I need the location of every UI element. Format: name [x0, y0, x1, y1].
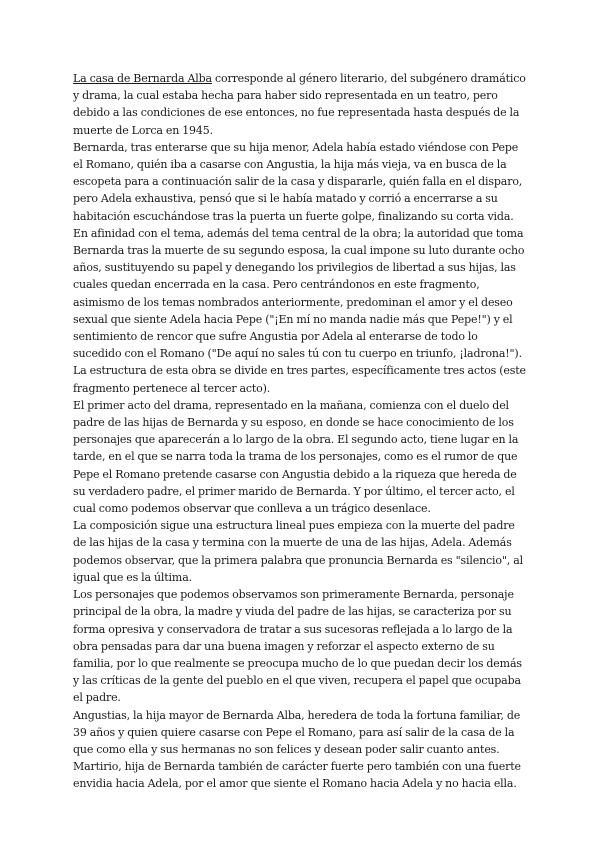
- paragraph-acts: El primer acto del drama, representado en la mañana, comienza con el duelo del padre de las hijas de Bernarda y su esposo, en donde se hace conocimiento de los personajes que aparecerán a lo largo de la obra. El segundo acto, tiene lugar en la tarde, en el que se narra toda la trama de los personajes, como es el rumor de que Pepe el Romano pretende casarse con Angustia debido a la riqueza que hereda de su verdadero padre, el primer marido de Bernarda. Y por último, el tercer acto, el cual como podemos observar que conlleva a un trágico desenlace.: [73, 398, 519, 516]
- paragraph-composition: La composición sigue una estructura lineal pues empieza con la muerte del padre de las hijas de la casa y termina con la muerte de una de las hijas, Adela. Además podemos observar, que la primera palabra que pronuncia Bernarda es "silencio", al igual que es la última.: [73, 519, 523, 584]
- paragraph-intro: [73, 70, 527, 139]
- paragraph-characters-angustias: Angustias, la hija mayor de Bernarda Alba, heredera de toda la fortuna familiar, de 39 años y quien quiere casarse con Pepe el Romano, para así salir de la casa de la que como ella y sus hermanas no son felices y desean poder salir cuanto antes.: [73, 708, 521, 756]
- document-body: [73, 70, 527, 793]
- paragraph-characters-martirio: Martirio, hija de Bernarda también de carácter fuerte pero también con una fuerte envidia hacia Adela, por el amor que siente el Romano hacia Adela y no hacia ella.: [73, 760, 521, 791]
- paragraph-themes: En afinidad con el tema, además del tema central de la obra; la autoridad que toma Bernarda tras la muerte de su segundo esposa, la cual impone su luto durante ocho años, sustituyendo su papel y denegando los privilegios de libertad a sus hijas, las cuales quedan encerrada en la casa. Pero centrándonos en este fragmento, asimismo de los temas nombrados anteriormente, predominan el amor y el deseo sexual que siente Adela hacia Pepe ("¡En mí no manda nadie más que Pepe!") y el sentimiento de rencor que sufre Angustia por Adela al enterarse de todo lo sucedido con el Romano ("De aquí no sales tú con tu cuerpo en triunfo, ¡ladrona!").: [73, 226, 525, 361]
- paragraph-characters-bernarda: Los personajes que podemos observamos son primeramente Bernarda, personaje principal de la obra, la madre y viuda del padre de las hijas, se caracteriza por su forma opresiva y conservadora de tratar a sus sucesoras reflejada a lo largo de la obra pensadas para dar una buena imagen y reforzar el aspecto externo de su familia, por lo que realmente se preocupa mucho de lo que puedan decir los demás y las críticas de la gente del pueblo en el que viven, recupera el papel que ocupaba el padre.: [73, 588, 522, 705]
- paragraph-intro-text: corresponde al género literario, del subgénero dramático y drama, la cual estaba hecha para haber sido representada en un teatro, pero debido a las condiciones de ese entonces, no fue representada hasta después de la muerte de Lorca en 1945.: [73, 72, 526, 137]
- paragraph-plot: Bernarda, tras enterarse que su hija menor, Adela había estado viéndose con Pepe el Romano, quién iba a casarse con Angustia, la hija más vieja, va en busca de la escopeta para a continuación salir de la casa y dispararle, quién falla en el disparo, pero Adela exhaustiva, pensó que si le había matado y corrió a encerrarse a su habitación escuchándose tras la puerta un fuerte golpe, finalizando su corta vida.: [73, 140, 523, 223]
- title-link[interactable]: La casa de Bernarda Alba: [73, 72, 212, 85]
- paragraph-structure: La estructura de esta obra se divide en tres partes, específicamente tres actos (este fragmento pertenece al tercer acto).: [73, 364, 526, 395]
